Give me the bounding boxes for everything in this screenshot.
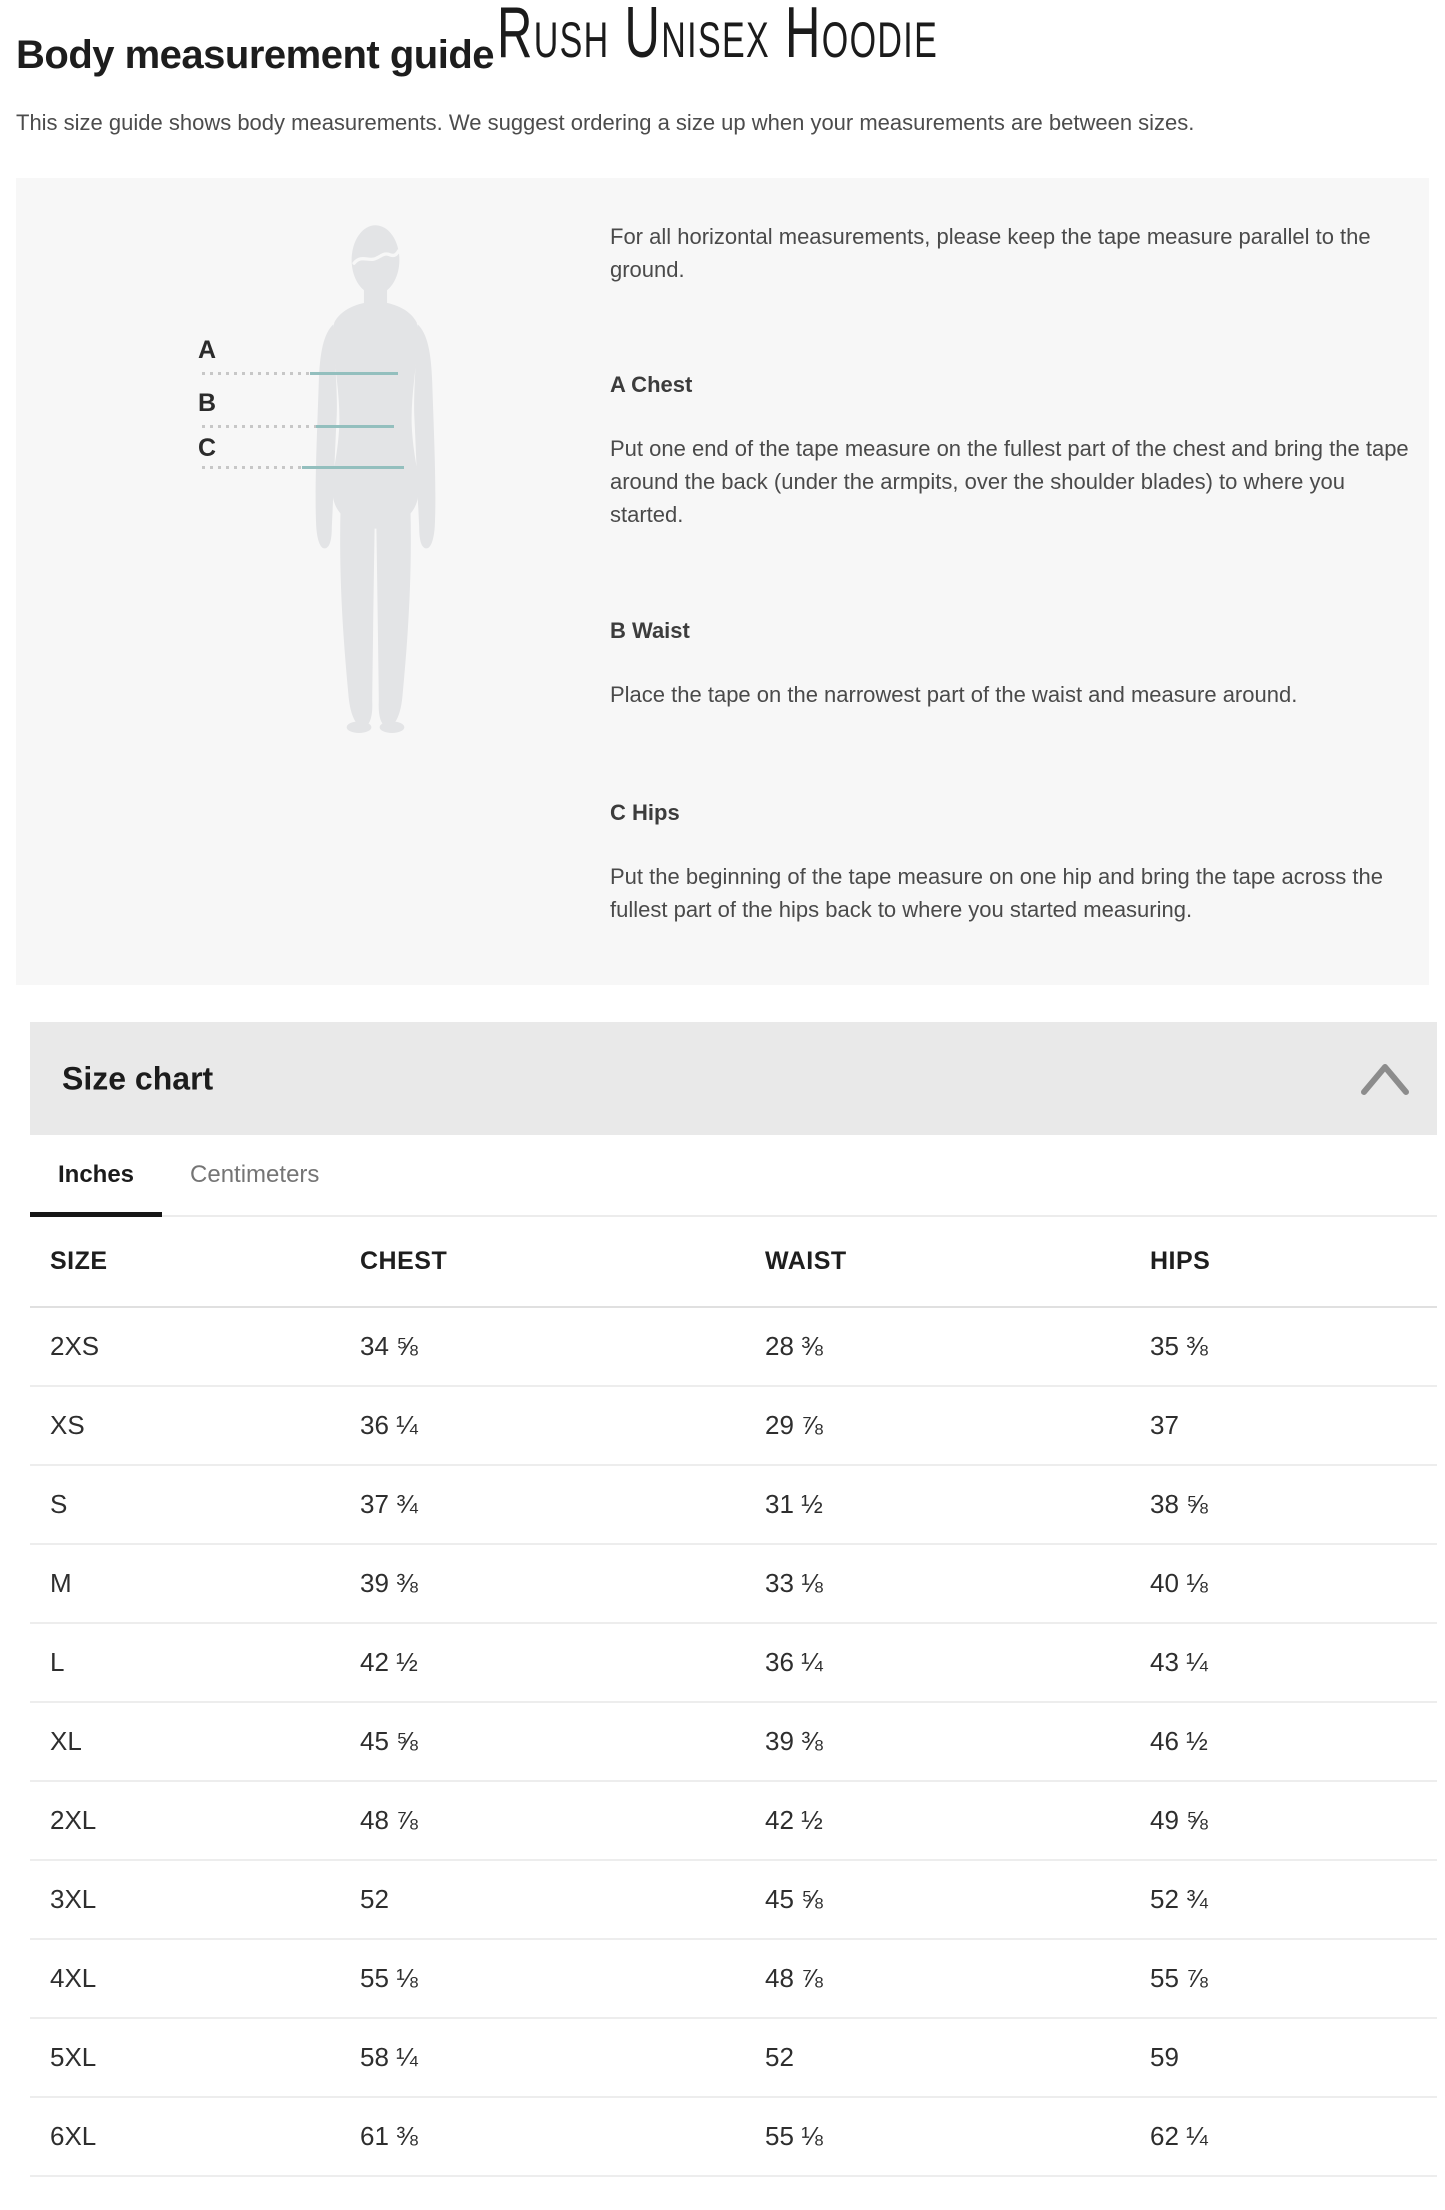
figure-label-chest: A <box>198 336 217 364</box>
table-row <box>30 1860 1437 1939</box>
column-header-hips: HIPS <box>1130 1217 1437 1307</box>
cell-chest: 48 ⅞ <box>340 1781 745 1860</box>
chevron-up-icon[interactable] <box>1359 1059 1411 1099</box>
chest-section-text: Put one end of the tape measure on the fullest part of the chest and bring the tape around the back (under the armpits, over the shoulder blades) to where you started. <box>610 436 1409 527</box>
cell-hips: 35 ⅜ <box>1130 1307 1437 1386</box>
chest-measure-line <box>310 372 398 375</box>
size-chart-title: Size chart <box>62 1060 214 1096</box>
cell-chest: 52 <box>340 1860 745 1939</box>
figure-label-hips: C <box>198 434 217 462</box>
page-subtitle: This size guide shows body measurements. We suggest ordering a size up when your measurements are between sizes. <box>16 110 1195 135</box>
cell-waist: 31 ½ <box>745 1465 1130 1544</box>
cell-chest: 42 ½ <box>340 1623 745 1702</box>
figure-label-waist: B <box>198 389 217 417</box>
waist-section-heading: B Waist <box>610 618 690 643</box>
cell-waist: 45 ⅝ <box>745 1860 1130 1939</box>
column-header-chest: CHEST <box>340 1217 745 1307</box>
chest-dotted-line <box>202 372 310 375</box>
cell-size: XL <box>30 1702 340 1781</box>
table-row <box>30 2018 1437 2097</box>
table-row <box>30 1702 1437 1781</box>
cell-waist: 28 ⅜ <box>745 1307 1130 1386</box>
size-chart-table <box>30 1217 1437 2177</box>
cell-chest: 36 ¼ <box>340 1386 745 1465</box>
cell-size: L <box>30 1623 340 1702</box>
column-header-size: SIZE <box>30 1217 340 1307</box>
table-row <box>30 1623 1437 1702</box>
waist-section-text: Place the tape on the narrowest part of the waist and measure around. <box>610 682 1298 707</box>
cell-waist: 52 <box>745 2018 1130 2097</box>
waist-measure-line <box>316 425 394 428</box>
cell-chest: 34 ⅝ <box>340 1307 745 1386</box>
cell-size: S <box>30 1465 340 1544</box>
cell-hips: 52 ¾ <box>1130 1860 1437 1939</box>
page-title: Body measurement guide <box>16 32 495 77</box>
tab-centimeters[interactable]: Centimeters <box>190 1161 320 1188</box>
product-name-title: Rush Unisex Hoodie <box>497 0 939 73</box>
cell-waist: 48 ⅞ <box>745 1939 1130 2018</box>
cell-chest: 37 ¾ <box>340 1465 745 1544</box>
hips-measure-line <box>302 466 404 469</box>
cell-waist: 36 ¼ <box>745 1623 1130 1702</box>
table-row <box>30 1307 1437 1386</box>
cell-waist: 33 ⅛ <box>745 1544 1130 1623</box>
waist-dotted-line <box>202 425 316 428</box>
instructions-intro: For all horizontal measurements, please keep the tape measure parallel to the ground. <box>610 224 1371 282</box>
table-row <box>30 1544 1437 1623</box>
cell-hips: 46 ½ <box>1130 1702 1437 1781</box>
cell-waist: 39 ⅜ <box>745 1702 1130 1781</box>
table-row <box>30 1386 1437 1465</box>
table-row <box>30 1781 1437 1860</box>
cell-hips: 40 ⅛ <box>1130 1544 1437 1623</box>
chest-section-heading: A Chest <box>610 372 693 397</box>
cell-hips: 59 <box>1130 2018 1437 2097</box>
column-header-waist: WAIST <box>745 1217 1130 1307</box>
measurement-guide-panel <box>16 178 1429 985</box>
cell-waist: 55 ⅛ <box>745 2097 1130 2176</box>
cell-chest: 55 ⅛ <box>340 1939 745 2018</box>
cell-size: 4XL <box>30 1939 340 2018</box>
hips-dotted-line <box>202 466 302 469</box>
cell-chest: 45 ⅝ <box>340 1702 745 1781</box>
cell-size: XS <box>30 1386 340 1465</box>
table-header-row <box>30 1217 1437 1307</box>
cell-size: 6XL <box>30 2097 340 2176</box>
cell-waist: 29 ⅞ <box>745 1386 1130 1465</box>
size-chart-table-container <box>30 1217 1437 2177</box>
cell-chest: 39 ⅜ <box>340 1544 745 1623</box>
tab-inches[interactable]: Inches <box>30 1135 162 1215</box>
size-chart-collapse-header[interactable] <box>30 1022 1437 1135</box>
cell-hips: 62 ¼ <box>1130 2097 1437 2176</box>
body-silhouette-figure <box>293 222 458 733</box>
table-row <box>30 1465 1437 1544</box>
table-row <box>30 2097 1437 2176</box>
cell-size: 2XS <box>30 1307 340 1386</box>
cell-hips: 49 ⅝ <box>1130 1781 1437 1860</box>
cell-waist: 42 ½ <box>745 1781 1130 1860</box>
hips-section-text: Put the beginning of the tape measure on one hip and bring the tape across the fullest part of the hips back to where you started measuring. <box>610 864 1383 922</box>
cell-size: M <box>30 1544 340 1623</box>
cell-chest: 61 ⅜ <box>340 2097 745 2176</box>
units-tab-bar <box>30 1135 1437 1217</box>
cell-size: 3XL <box>30 1860 340 1939</box>
cell-hips: 38 ⅝ <box>1130 1465 1437 1544</box>
cell-hips: 55 ⅞ <box>1130 1939 1437 2018</box>
hips-section-heading: C Hips <box>610 800 680 825</box>
cell-size: 2XL <box>30 1781 340 1860</box>
cell-chest: 58 ¼ <box>340 2018 745 2097</box>
cell-hips: 37 <box>1130 1386 1437 1465</box>
cell-size: 5XL <box>30 2018 340 2097</box>
cell-hips: 43 ¼ <box>1130 1623 1437 1702</box>
table-row <box>30 1939 1437 2018</box>
